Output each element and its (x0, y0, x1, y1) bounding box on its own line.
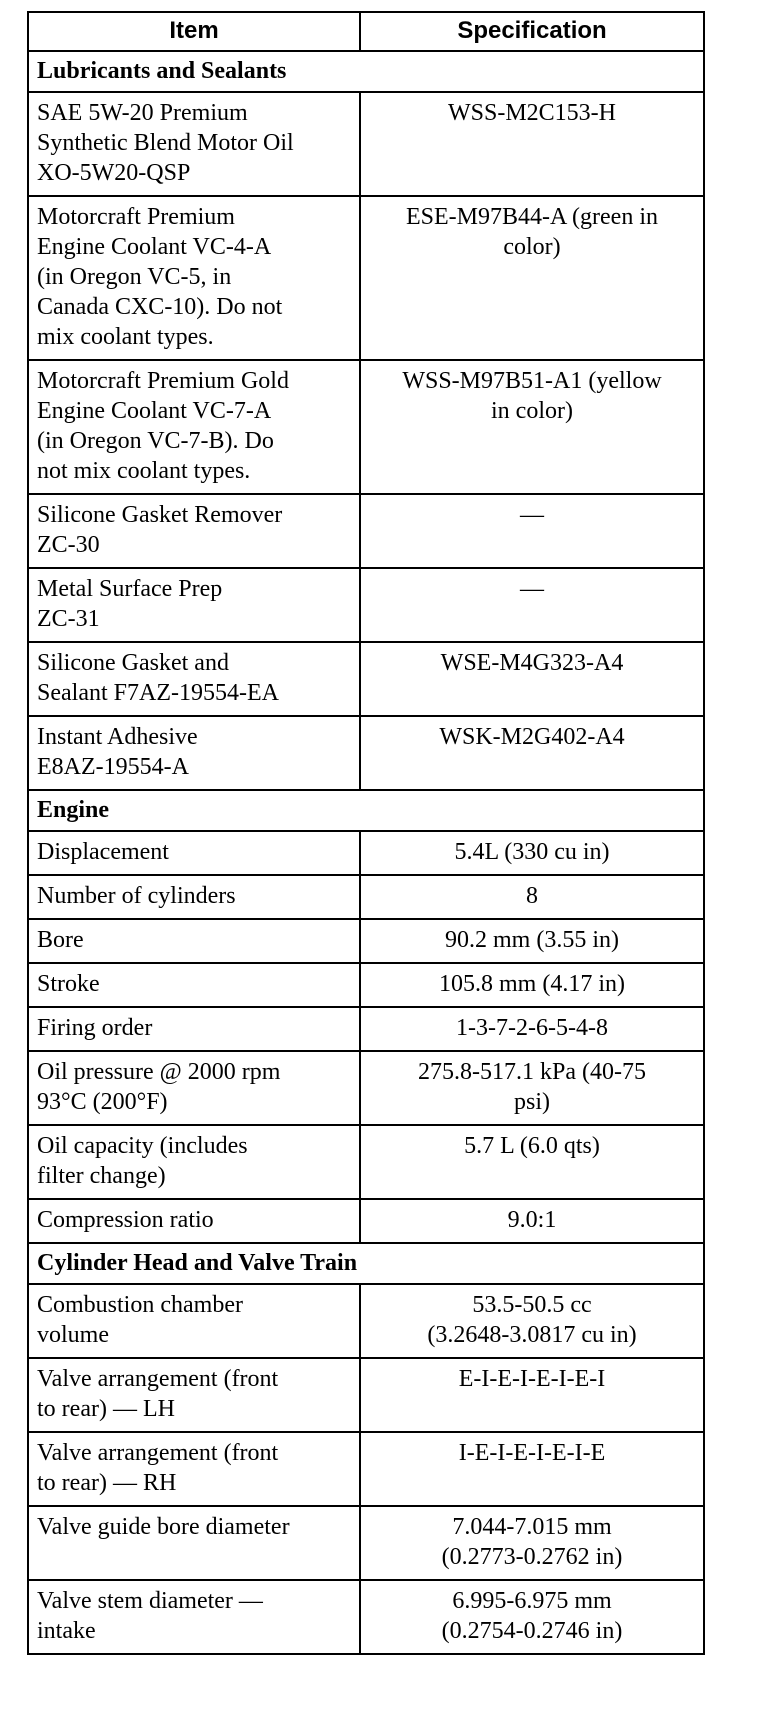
specification-cell (360, 568, 704, 642)
item-cell (28, 568, 360, 642)
item-text-line: to rear) — RH (37, 1470, 177, 1496)
specification-text-line: WSS-M2C153-H (447, 100, 616, 126)
specification-text-line: 9.0:1 (507, 1207, 557, 1233)
item-cell (28, 875, 360, 919)
table-row (28, 919, 704, 963)
section-heading: Lubricants and Sealants (28, 51, 704, 92)
item-cell (28, 92, 360, 196)
specification-cell (360, 1358, 704, 1432)
specification-text-line: 5.7 L (6.0 qts) (464, 1133, 600, 1159)
item-text-line: Motorcraft Premium (37, 204, 235, 230)
item-text-line: Compression ratio (37, 1207, 214, 1233)
specification-text-line: E-I-E-I-E-I-E-I (458, 1366, 606, 1392)
table-row (28, 92, 704, 196)
specification-cell (360, 919, 704, 963)
specification-text-line: WSK-M2G402-A4 (439, 724, 625, 750)
specification-text-line: ESE-M97B44-A (green in (406, 204, 658, 230)
item-text-line: E8AZ-19554-A (37, 754, 189, 780)
item-text-line: (in Oregon VC-7-B). Do (37, 428, 274, 454)
item-text-line: Synthetic Blend Motor Oil (37, 130, 294, 156)
table-row (28, 360, 704, 494)
specification-cell (360, 360, 704, 494)
item-text-line: Displacement (37, 839, 169, 865)
item-text-line: mix coolant types. (37, 324, 214, 350)
specification-text-line: — (520, 576, 544, 602)
item-text-line: Oil capacity (includes (37, 1133, 248, 1159)
specification-cell (360, 494, 704, 568)
section-row (28, 790, 704, 831)
item-text-line: Motorcraft Premium Gold (37, 368, 289, 394)
specification-cell (360, 1199, 704, 1243)
specification-table (27, 11, 705, 1655)
table-row (28, 1432, 704, 1506)
item-text-line: not mix coolant types. (37, 458, 251, 484)
specification-cell (360, 875, 704, 919)
item-text-line: SAE 5W-20 Premium (37, 100, 248, 126)
specification-cell (360, 1007, 704, 1051)
specification-column-header: Specification (360, 12, 704, 51)
table-row (28, 1506, 704, 1580)
table-row (28, 642, 704, 716)
item-text-line: Silicone Gasket and (37, 650, 229, 676)
specification-text-line: 53.5-50.5 cc (472, 1292, 592, 1318)
table-row (28, 196, 704, 360)
item-text-line: Number of cylinders (37, 883, 236, 909)
specification-text-line: 105.8 mm (4.17 in) (439, 971, 625, 997)
specification-text-line: (0.2773-0.2762 in) (441, 1544, 623, 1570)
specification-text-line: (0.2754-0.2746 in) (441, 1618, 623, 1644)
specification-cell (360, 1506, 704, 1580)
table-row (28, 1199, 704, 1243)
specification-cell (360, 1284, 704, 1358)
specification-cell (360, 716, 704, 790)
specification-text-line: 5.4L (330 cu in) (454, 839, 610, 865)
specification-text-line: 7.044-7.015 mm (452, 1514, 612, 1540)
item-cell (28, 831, 360, 875)
item-cell (28, 494, 360, 568)
item-cell (28, 1358, 360, 1432)
specification-cell (360, 963, 704, 1007)
specification-cell (360, 1125, 704, 1199)
specification-text-line: in color) (491, 398, 573, 424)
table-row (28, 568, 704, 642)
table-row (28, 875, 704, 919)
item-cell (28, 196, 360, 360)
item-text-line: filter change) (37, 1163, 166, 1189)
specification-text-line: psi) (514, 1089, 550, 1115)
table-row (28, 1580, 704, 1654)
item-text-line: Valve arrangement (front (37, 1440, 279, 1466)
section-row (28, 1243, 704, 1284)
specification-text-line: — (520, 502, 544, 528)
item-text-line: Engine Coolant VC-7-A (37, 398, 272, 424)
item-cell (28, 1199, 360, 1243)
item-text-line: volume (37, 1322, 109, 1348)
item-cell (28, 642, 360, 716)
table-row (28, 1358, 704, 1432)
item-text-line: Valve guide bore diameter (37, 1514, 290, 1540)
specification-text-line: 6.995-6.975 mm (452, 1588, 612, 1614)
table-row (28, 1284, 704, 1358)
specification-cell (360, 642, 704, 716)
item-cell (28, 1051, 360, 1125)
item-cell (28, 1007, 360, 1051)
table-row (28, 1125, 704, 1199)
item-text-line: Combustion chamber (37, 1292, 243, 1318)
item-text-line: to rear) — LH (37, 1396, 175, 1422)
item-cell (28, 360, 360, 494)
table-header-row (28, 12, 704, 51)
specification-cell (360, 1051, 704, 1125)
specification-cell (360, 1580, 704, 1654)
specification-cell (360, 196, 704, 360)
item-cell (28, 1125, 360, 1199)
section-row (28, 51, 704, 92)
specification-cell (360, 831, 704, 875)
item-text-line: Sealant F7AZ-19554-EA (37, 680, 279, 706)
item-text-line: (in Oregon VC-5, in (37, 264, 232, 290)
item-cell (28, 1580, 360, 1654)
table-row (28, 1051, 704, 1125)
item-text-line: 93°C (200°F) (37, 1089, 168, 1115)
item-text-line: ZC-31 (37, 606, 100, 632)
specification-text-line: color) (503, 234, 561, 260)
specification-cell (360, 1432, 704, 1506)
table-row (28, 831, 704, 875)
specification-text-line: WSS-M97B51-A1 (yellow (402, 368, 662, 394)
item-cell (28, 716, 360, 790)
item-cell (28, 963, 360, 1007)
table-row (28, 494, 704, 568)
item-text-line: Valve arrangement (front (37, 1366, 279, 1392)
section-heading: Engine (28, 790, 704, 831)
table-body (28, 51, 704, 1654)
table-row (28, 963, 704, 1007)
item-text-line: Stroke (37, 971, 100, 997)
item-cell (28, 1506, 360, 1580)
item-text-line: Oil pressure @ 2000 rpm (37, 1059, 281, 1085)
specification-text-line: 90.2 mm (3.55 in) (445, 927, 619, 953)
item-text-line: Firing order (37, 1015, 153, 1041)
item-text-line: Valve stem diameter — (37, 1588, 263, 1614)
specification-text-line: 275.8-517.1 kPa (40-75 (418, 1059, 646, 1085)
specification-text-line: I-E-I-E-I-E-I-E (458, 1440, 606, 1466)
specification-text-line: (3.2648-3.0817 cu in) (427, 1322, 637, 1348)
specification-text-line: WSE-M4G323-A4 (440, 650, 624, 676)
item-text-line: intake (37, 1618, 96, 1644)
item-text-line: Canada CXC-10). Do not (37, 294, 283, 320)
item-text-line: Bore (37, 927, 84, 953)
table-row (28, 1007, 704, 1051)
item-cell (28, 1284, 360, 1358)
section-heading: Cylinder Head and Valve Train (28, 1243, 704, 1284)
item-cell (28, 919, 360, 963)
item-text-line: ZC-30 (37, 532, 100, 558)
item-text-line: Instant Adhesive (37, 724, 198, 750)
table-row (28, 716, 704, 790)
item-text-line: Metal Surface Prep (37, 576, 223, 602)
item-column-header: Item (28, 12, 360, 51)
item-text-line: XO-5W20-QSP (37, 160, 191, 186)
specification-text-line: 1-3-7-2-6-5-4-8 (456, 1015, 608, 1041)
specification-cell (360, 92, 704, 196)
item-text-line: Engine Coolant VC-4-A (37, 234, 272, 260)
item-cell (28, 1432, 360, 1506)
specification-text-line: 8 (526, 883, 538, 909)
item-text-line: Silicone Gasket Remover (37, 502, 283, 528)
